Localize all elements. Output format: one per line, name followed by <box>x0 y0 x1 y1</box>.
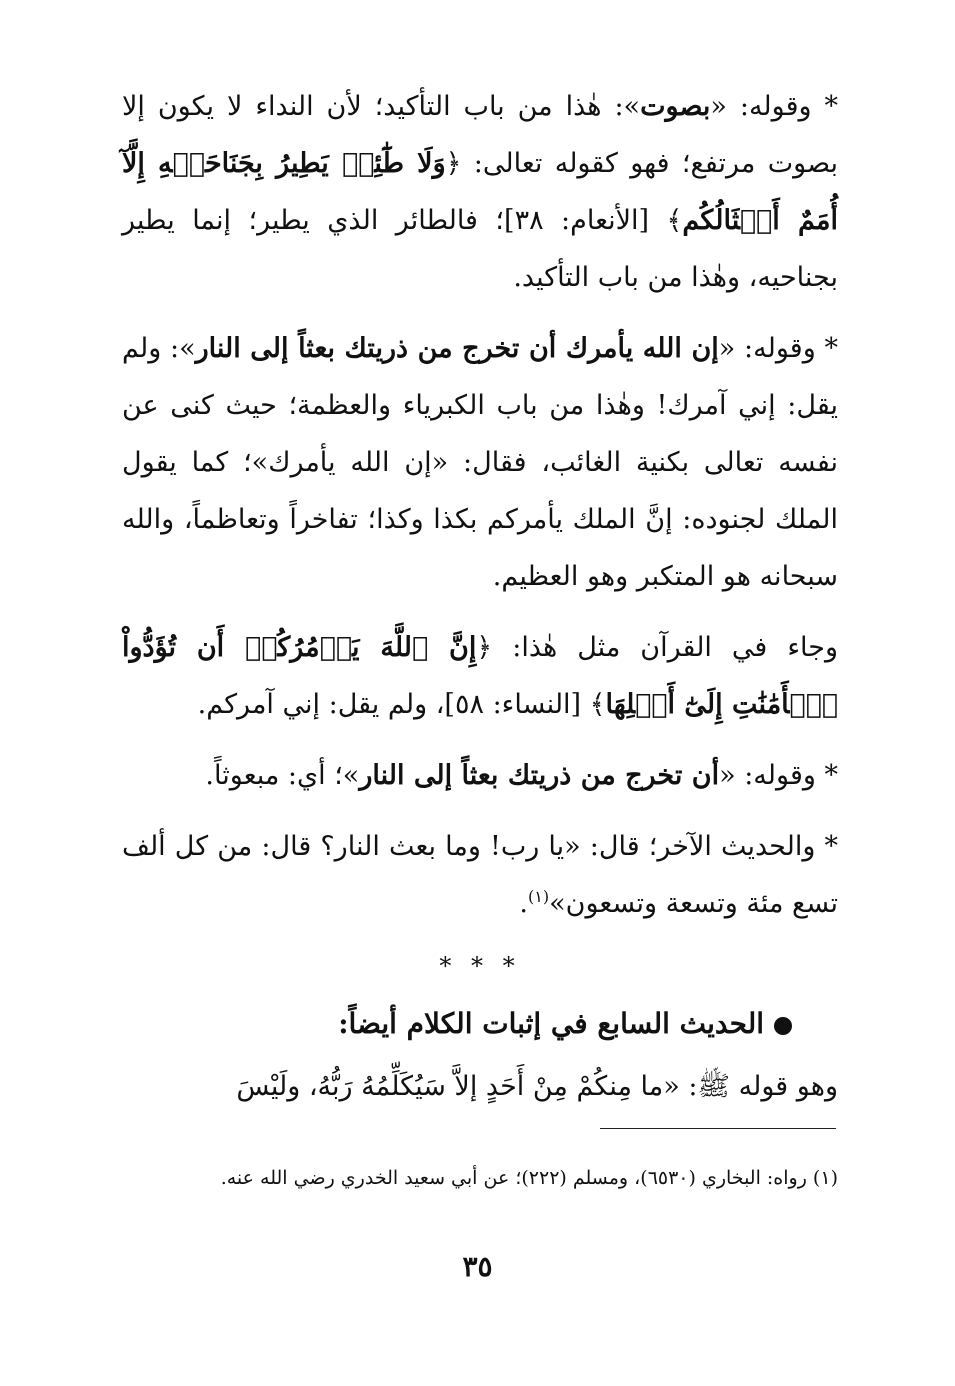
p1-text1: »: هٰذا من باب التأكيد؛ لأن النداء لا يكون إلا بصوت مرتفع؛ فهو كقوله تعالى: ﴿ <box>122 91 838 179</box>
p3-intro: وجاء في القرآن مثل هٰذا: ﴿ <box>476 632 839 663</box>
p1-intro: * وقوله: « <box>710 91 838 122</box>
p3-quran: إِنَّ ٱللَّهَ يَأۡمُرُكُمۡ أَن تُؤَدُّواْ ٱلۡأَمَٰنَٰتِ إِلَىٰٓ أَهۡلِهَا <box>122 632 838 720</box>
p2-bold: إن الله يأمرك أن تخرج من ذريتك بعثاً إلى النار <box>195 333 719 364</box>
footnote-ref[interactable]: (١) <box>528 887 550 906</box>
page-body <box>122 78 838 1129</box>
p4-intro: * وقوله: « <box>719 760 838 791</box>
footnote: (١) رواه: البخاري (٦٥٣٠)، ومسلم (٢٢٢)؛ عن أبي سعيد الخدري رضي الله عنه. <box>220 1167 838 1189</box>
section-heading <box>122 994 838 1054</box>
section-separator: * * * <box>439 952 521 980</box>
paragraph-1 <box>122 78 838 306</box>
p3-text: ﴾ [النساء: ٥٨]، ولم يقل: إني آمركم. <box>197 689 606 720</box>
page-number: ٣٥ <box>462 1250 493 1283</box>
p1-text2: ﴾ [الأنعام: ٣٨]؛ فالطائر الذي يطير؛ إنما يطير بجناحيه، وهٰذا من باب التأكيد. <box>122 205 838 293</box>
p1-bold: بصوت <box>640 91 711 122</box>
p5-end: . <box>519 888 528 919</box>
p2-text: »: ولم يقل: إني آمرك! وهٰذا من باب الكبرياء والعظمة؛ حيث كنى عن نفسه تعالى بكنية الغائب، فقال: «إن الله يأمرك»؛ كما يقول الملك لجنوده: إنَّ الملك يأمركم بكذا وكذا؛ تفاخراً وتعاظماً، والله سبحانه هو المتكبر وهو العظيم. <box>122 333 838 592</box>
footnote-divider <box>600 1128 836 1129</box>
paragraph-3 <box>122 619 838 733</box>
p4-bold: أن تخرج من ذريتك بعثاً إلى النار <box>359 760 720 791</box>
paragraph-6: وهو قوله ﷺ: «ما مِنكُمْ مِنْ أَحَدٍ إلاَّ سَيُكَلِّمُهُ رَبُّهُ، ولَيْسَ <box>236 1071 838 1102</box>
bullet-icon <box>774 1017 792 1035</box>
p4-text: »؛ أي: مبعوثاً. <box>205 760 360 791</box>
heading-text: الحديث السابع في إثبات الكلام أيضاً: <box>338 1007 764 1040</box>
paragraph-4 <box>122 747 838 804</box>
p2-intro: * وقوله: « <box>718 333 838 364</box>
paragraph-5 <box>122 818 838 932</box>
p1-quran: وَلَا طَٰٓئِرٖ يَطِيرُ بِجَنَاحَيۡهِ إِلَّآ أُمَمٌ أَمۡثَالُكُم <box>122 148 838 236</box>
p5-text: * والحديث الآخر؛ قال: «يا رب! وما بعث النار؟ قال: من كل ألف تسع مئة وتسعة وتسعون» <box>122 831 838 919</box>
paragraph-2 <box>122 320 838 605</box>
